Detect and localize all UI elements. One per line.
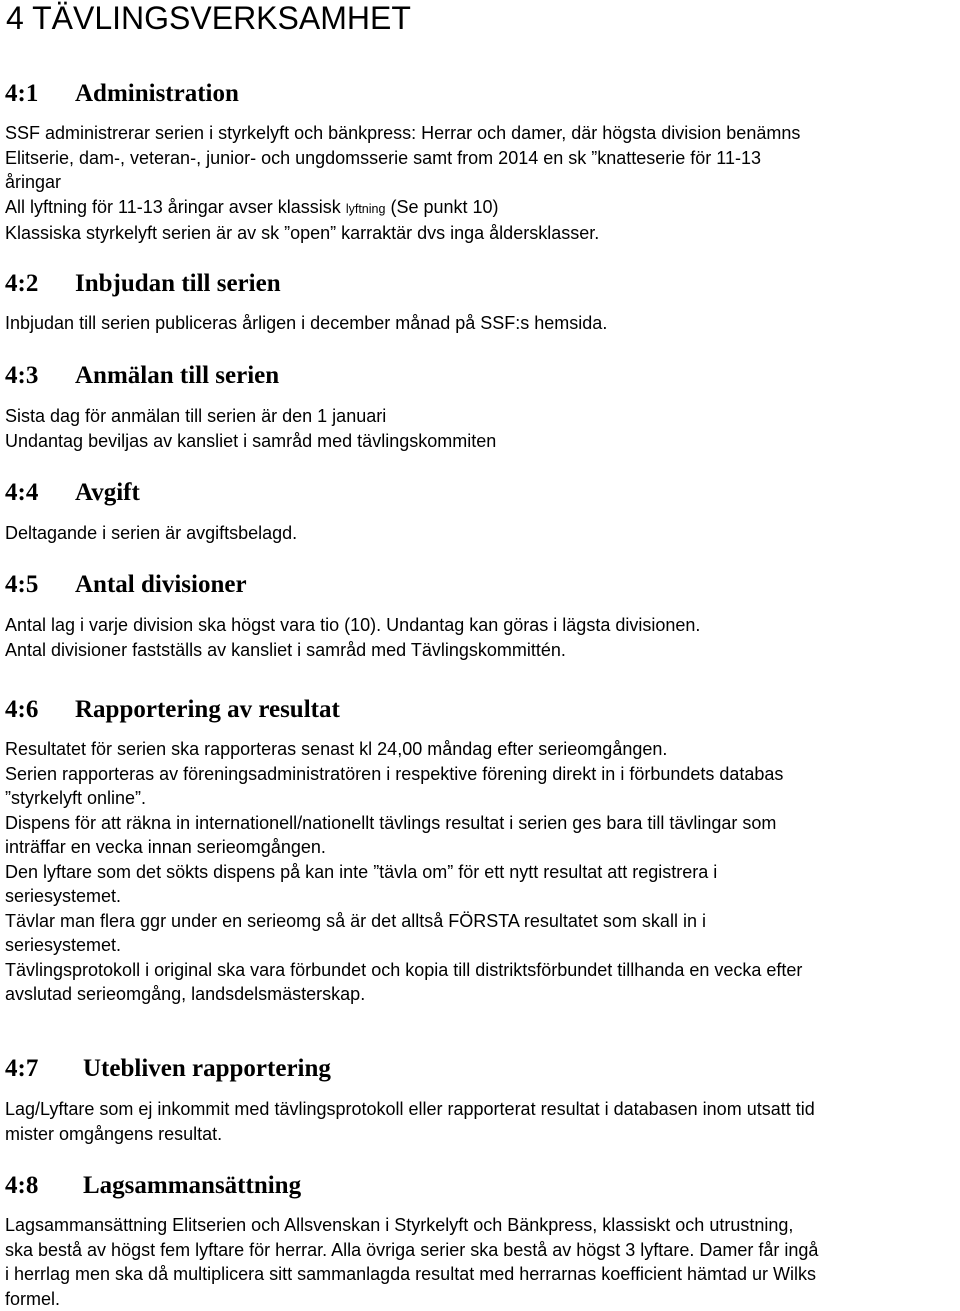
body-line: åringar <box>5 170 955 195</box>
body-line: Resultatet för serien ska rapporteras senast kl 24,00 måndag efter serieomgången. <box>5 737 955 762</box>
section-body-rapportering <box>5 737 955 1007</box>
section-heading-utebliven <box>5 1054 331 1084</box>
section-heading-inbjudan <box>5 269 281 299</box>
body-line: mister omgångens resultat. <box>5 1122 955 1147</box>
body-line: Antal lag i varje division ska högst vara tio (10). Undantag kan göras i lägsta divisionen. <box>5 613 955 638</box>
body-line: Antal divisioner fastställs av kansliet i samråd med Tävlingskommittén. <box>5 638 955 663</box>
body-line: Deltagande i serien är avgiftsbelagd. <box>5 521 955 546</box>
body-line: Tävlingsprotokoll i original ska vara förbundet och kopia till distriktsförbundet tillhanda en vecka efter <box>5 958 955 983</box>
body-line: inträffar en vecka innan serieomgången. <box>5 835 955 860</box>
body-line: Den lyftare som det sökts dispens på kan inte ”tävla om” för ett nytt resultat att registrera i <box>5 860 955 885</box>
section-number: 4:3 <box>5 361 75 391</box>
section-title: Avgift <box>75 479 140 506</box>
body-text: (Se punkt 10) <box>390 197 498 217</box>
body-text-small: lyftning <box>346 202 386 216</box>
section-heading-lagsammansattning <box>5 1171 301 1201</box>
body-line: Dispens för att räkna in internationell/nationellt tävlings resultat i serien ges bara till tävlingar som <box>5 811 955 836</box>
body-line: Inbjudan till serien publiceras årligen i december månad på SSF:s hemsida. <box>5 311 955 336</box>
body-line: i herrlag men ska då multiplicera sitt sammanlagda resultat med herrarnas koefficient hämtad ur Wilks <box>5 1262 955 1287</box>
body-line: Lag/Lyftare som ej inkommit med tävlingsprotokoll eller rapporterat resultat i databasen inom utsatt tid <box>5 1097 955 1122</box>
section-heading-administration <box>5 79 239 109</box>
section-body-divisioner <box>5 613 955 662</box>
body-line: Serien rapporteras av föreningsadministratören i respektive förening direkt in i förbundets databas <box>5 762 955 787</box>
section-body-inbjudan <box>5 311 955 336</box>
section-number: 4:8 <box>5 1171 83 1201</box>
section-title: Rapportering av resultat <box>75 696 340 723</box>
body-line: ”styrkelyft online”. <box>5 786 955 811</box>
section-number: 4:6 <box>5 695 75 725</box>
section-heading-anmalan <box>5 361 279 391</box>
body-line: Sista dag för anmälan till serien är den 1 januari <box>5 404 955 429</box>
body-text: All lyftning för 11-13 åringar avser klassisk <box>5 197 341 217</box>
body-line: Undantag beviljas av kansliet i samråd med tävlingskommiten <box>5 429 955 454</box>
section-title: Utebliven rapportering <box>83 1055 331 1082</box>
section-number: 4:7 <box>5 1054 83 1084</box>
section-body-utebliven <box>5 1097 955 1146</box>
section-body-lagsammansattning <box>5 1213 955 1311</box>
chapter-title: 4 TÄVLINGSVERKSAMHET <box>6 0 411 38</box>
section-number: 4:2 <box>5 269 75 299</box>
body-line-mixed <box>5 195 955 222</box>
section-title: Anmälan till serien <box>75 362 279 389</box>
section-number: 4:4 <box>5 478 75 508</box>
body-line: Tävlar man flera ggr under en serieomg så är det alltså FÖRSTA resultatet som skall in i <box>5 909 955 934</box>
body-line: SSF administrerar serien i styrkelyft och bänkpress: Herrar och damer, där högsta division benämns <box>5 121 955 146</box>
section-heading-divisioner <box>5 570 247 600</box>
section-title: Inbjudan till serien <box>75 270 281 297</box>
body-line: seriesystemet. <box>5 933 955 958</box>
body-line: Lagsammansättning Elitserien och Allsvenskan i Styrkelyft och Bänkpress, klassiskt och utrustning, <box>5 1213 955 1238</box>
body-line: ska bestå av högst fem lyftare för herrar. Alla övriga serier ska bestå av högst 3 lyftare. Damer får ingå <box>5 1238 955 1263</box>
body-line: formel. <box>5 1287 955 1311</box>
body-line: avslutad serieomgång, landsdelsmästerskap. <box>5 982 955 1007</box>
section-body-administration <box>5 121 955 246</box>
section-heading-rapportering <box>5 695 340 725</box>
body-line: Klassiska styrkelyft serien är av sk ”open” karraktär dvs inga åldersklasser. <box>5 221 955 246</box>
body-line: Elitserie, dam-, veteran-, junior- och ungdomsserie samt from 2014 en sk ”knatteserie för 11-13 <box>5 146 955 171</box>
section-title: Lagsammansättning <box>83 1172 301 1199</box>
section-number: 4:1 <box>5 79 75 109</box>
section-heading-avgift <box>5 478 140 508</box>
section-body-anmalan <box>5 404 955 453</box>
section-number: 4:5 <box>5 570 75 600</box>
section-title: Antal divisioner <box>75 571 247 598</box>
body-line: seriesystemet. <box>5 884 955 909</box>
section-body-avgift <box>5 521 955 546</box>
section-title: Administration <box>75 80 239 107</box>
